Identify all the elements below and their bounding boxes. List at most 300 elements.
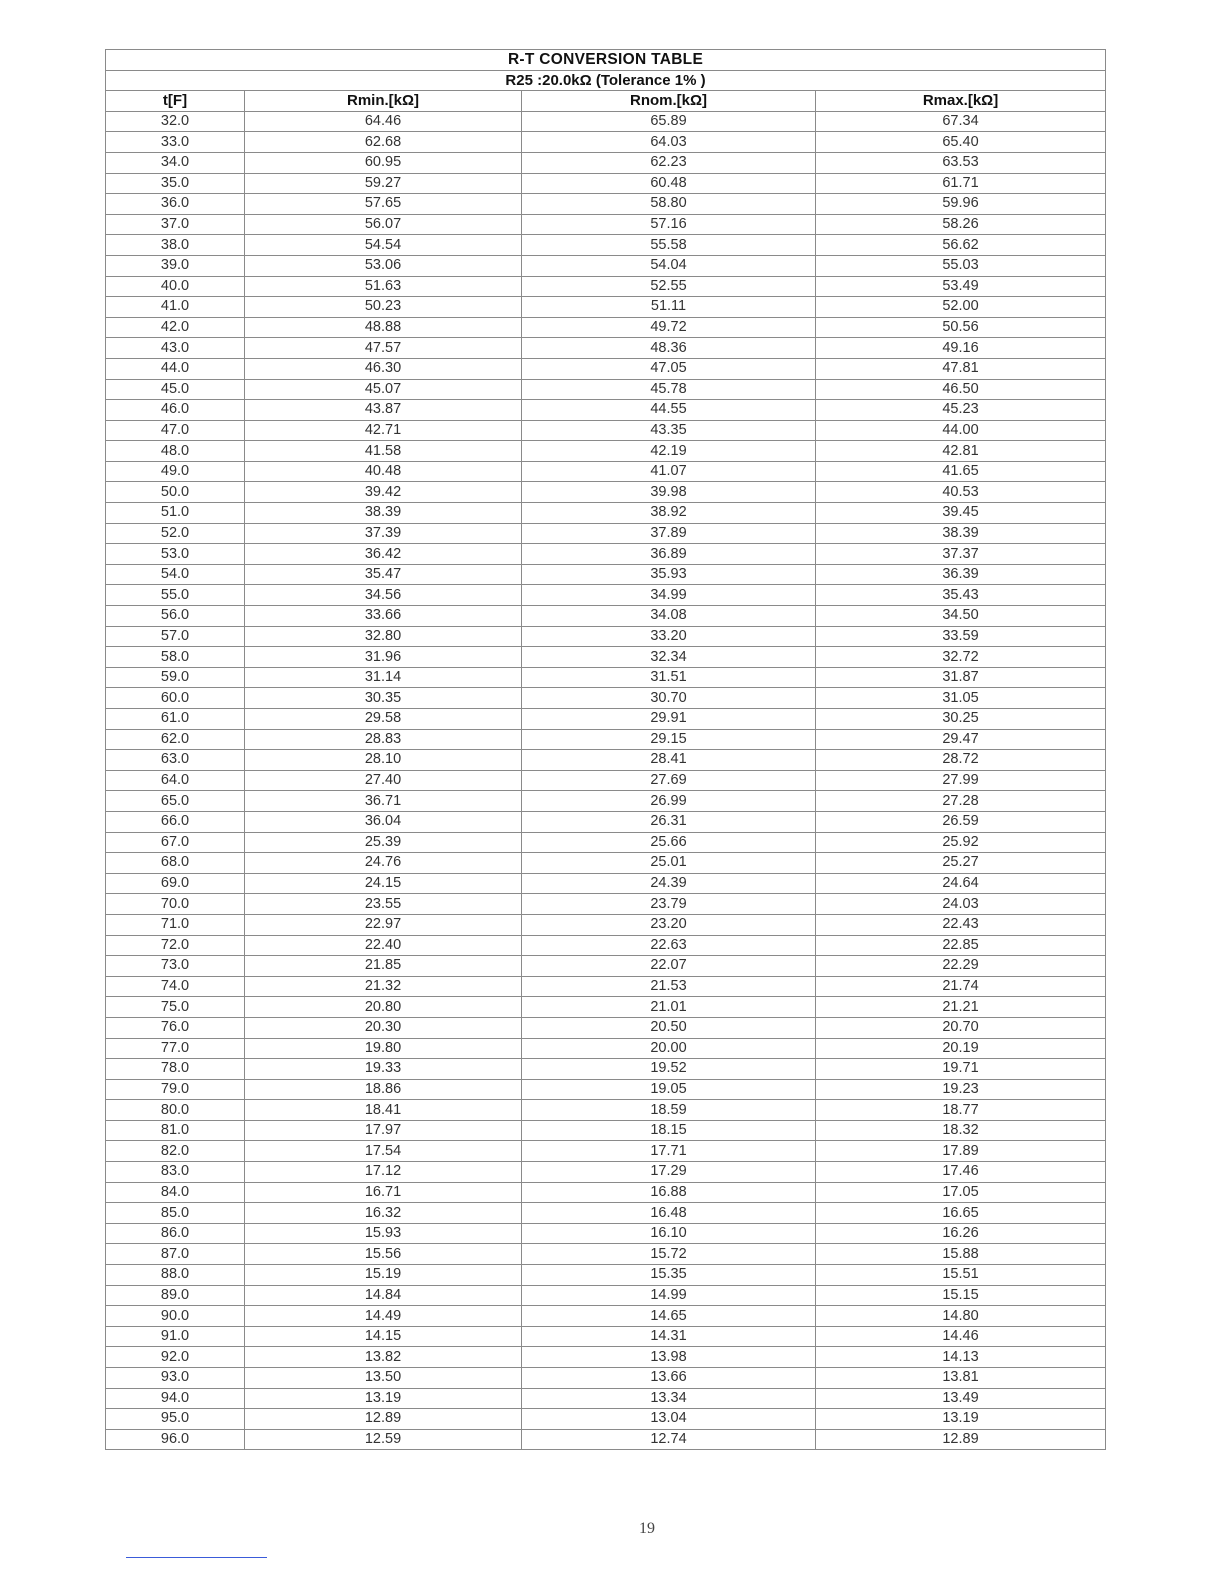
cell-rmax: 13.81 xyxy=(816,1368,1106,1389)
cell-rmax: 24.64 xyxy=(816,873,1106,894)
cell-temperature: 87.0 xyxy=(106,1244,245,1265)
cell-rnom: 31.51 xyxy=(522,667,816,688)
cell-temperature: 42.0 xyxy=(106,317,245,338)
table-row xyxy=(106,626,1106,647)
cell-rnom: 17.71 xyxy=(522,1141,816,1162)
cell-rmin: 18.41 xyxy=(245,1100,522,1121)
cell-rmax: 27.28 xyxy=(816,791,1106,812)
cell-rnom: 30.70 xyxy=(522,688,816,709)
cell-rnom: 29.91 xyxy=(522,709,816,730)
cell-rmin: 36.71 xyxy=(245,791,522,812)
table-row xyxy=(106,461,1106,482)
cell-rmin: 22.97 xyxy=(245,914,522,935)
table-row xyxy=(106,1141,1106,1162)
cell-rmax: 52.00 xyxy=(816,297,1106,318)
cell-rmax: 41.65 xyxy=(816,461,1106,482)
cell-rmin: 22.40 xyxy=(245,935,522,956)
cell-rnom: 17.29 xyxy=(522,1162,816,1183)
table-row xyxy=(106,544,1106,565)
cell-rmax: 28.72 xyxy=(816,750,1106,771)
cell-rmin: 15.19 xyxy=(245,1265,522,1286)
cell-temperature: 81.0 xyxy=(106,1120,245,1141)
cell-rmax: 47.81 xyxy=(816,358,1106,379)
cell-rmin: 39.42 xyxy=(245,482,522,503)
cell-rmax: 39.45 xyxy=(816,503,1106,524)
cell-temperature: 44.0 xyxy=(106,358,245,379)
cell-rmin: 32.80 xyxy=(245,626,522,647)
cell-temperature: 34.0 xyxy=(106,152,245,173)
cell-rnom: 57.16 xyxy=(522,214,816,235)
table-row xyxy=(106,647,1106,668)
cell-rmax: 21.74 xyxy=(816,976,1106,997)
table-row xyxy=(106,317,1106,338)
column-header-rnom: Rnom.[kΩ] xyxy=(522,91,816,112)
table-row xyxy=(106,770,1106,791)
cell-temperature: 76.0 xyxy=(106,1017,245,1038)
cell-rmin: 17.12 xyxy=(245,1162,522,1183)
cell-rmax: 16.65 xyxy=(816,1203,1106,1224)
cell-rmin: 62.68 xyxy=(245,132,522,153)
cell-rmin: 17.54 xyxy=(245,1141,522,1162)
cell-temperature: 93.0 xyxy=(106,1368,245,1389)
cell-rmax: 61.71 xyxy=(816,173,1106,194)
cell-rmax: 27.99 xyxy=(816,770,1106,791)
table-row xyxy=(106,1368,1106,1389)
cell-rmax: 16.26 xyxy=(816,1223,1106,1244)
cell-temperature: 72.0 xyxy=(106,935,245,956)
cell-temperature: 86.0 xyxy=(106,1223,245,1244)
table-title: R-T CONVERSION TABLE xyxy=(106,50,1106,71)
cell-rnom: 22.07 xyxy=(522,956,816,977)
cell-rmin: 36.04 xyxy=(245,811,522,832)
table-row xyxy=(106,235,1106,256)
cell-rmax: 34.50 xyxy=(816,606,1106,627)
cell-temperature: 60.0 xyxy=(106,688,245,709)
cell-rmax: 20.19 xyxy=(816,1038,1106,1059)
cell-rmin: 36.42 xyxy=(245,544,522,565)
table-row xyxy=(106,832,1106,853)
cell-temperature: 67.0 xyxy=(106,832,245,853)
cell-rmax: 50.56 xyxy=(816,317,1106,338)
footer-rule xyxy=(126,1557,267,1558)
table-row xyxy=(106,152,1106,173)
cell-rnom: 23.79 xyxy=(522,894,816,915)
cell-rnom: 14.99 xyxy=(522,1285,816,1306)
table-row xyxy=(106,503,1106,524)
cell-rmax: 24.03 xyxy=(816,894,1106,915)
cell-rmin: 19.80 xyxy=(245,1038,522,1059)
table-row xyxy=(106,1429,1106,1450)
table-row xyxy=(106,1265,1106,1286)
cell-rmax: 67.34 xyxy=(816,111,1106,132)
cell-temperature: 90.0 xyxy=(106,1306,245,1327)
cell-rmin: 16.32 xyxy=(245,1203,522,1224)
cell-rnom: 15.35 xyxy=(522,1265,816,1286)
cell-rnom: 47.05 xyxy=(522,358,816,379)
cell-rmin: 24.15 xyxy=(245,873,522,894)
cell-rmax: 53.49 xyxy=(816,276,1106,297)
table-body xyxy=(106,111,1106,1450)
cell-rmin: 13.19 xyxy=(245,1388,522,1409)
cell-temperature: 65.0 xyxy=(106,791,245,812)
cell-rnom: 22.63 xyxy=(522,935,816,956)
table-row xyxy=(106,1285,1106,1306)
table-row xyxy=(106,750,1106,771)
table-row xyxy=(106,585,1106,606)
table-row xyxy=(106,709,1106,730)
cell-temperature: 55.0 xyxy=(106,585,245,606)
cell-rnom: 49.72 xyxy=(522,317,816,338)
cell-rnom: 20.50 xyxy=(522,1017,816,1038)
cell-rmin: 15.93 xyxy=(245,1223,522,1244)
cell-rmax: 42.81 xyxy=(816,441,1106,462)
cell-rmax: 15.88 xyxy=(816,1244,1106,1265)
cell-temperature: 89.0 xyxy=(106,1285,245,1306)
cell-rmax: 46.50 xyxy=(816,379,1106,400)
cell-temperature: 84.0 xyxy=(106,1182,245,1203)
cell-rmax: 19.71 xyxy=(816,1059,1106,1080)
cell-rmin: 16.71 xyxy=(245,1182,522,1203)
cell-temperature: 43.0 xyxy=(106,338,245,359)
cell-temperature: 46.0 xyxy=(106,400,245,421)
table-row xyxy=(106,441,1106,462)
cell-rnom: 25.01 xyxy=(522,853,816,874)
cell-temperature: 41.0 xyxy=(106,297,245,318)
cell-temperature: 52.0 xyxy=(106,523,245,544)
table-row xyxy=(106,729,1106,750)
cell-rnom: 13.98 xyxy=(522,1347,816,1368)
column-header-rmax: Rmax.[kΩ] xyxy=(816,91,1106,112)
table-row xyxy=(106,1347,1106,1368)
table-row xyxy=(106,976,1106,997)
cell-rnom: 44.55 xyxy=(522,400,816,421)
cell-rmin: 38.39 xyxy=(245,503,522,524)
cell-rmax: 14.13 xyxy=(816,1347,1106,1368)
cell-rmin: 20.30 xyxy=(245,1017,522,1038)
cell-rmin: 13.50 xyxy=(245,1368,522,1389)
cell-rmax: 37.37 xyxy=(816,544,1106,565)
cell-rnom: 54.04 xyxy=(522,255,816,276)
page-number: 19 xyxy=(639,1520,655,1537)
column-header-rmin: Rmin.[kΩ] xyxy=(245,91,522,112)
cell-rmin: 40.48 xyxy=(245,461,522,482)
cell-rmax: 14.46 xyxy=(816,1326,1106,1347)
cell-rmax: 35.43 xyxy=(816,585,1106,606)
cell-rmax: 21.21 xyxy=(816,997,1106,1018)
table-row xyxy=(106,1388,1106,1409)
table-row xyxy=(106,1306,1106,1327)
cell-rmin: 15.56 xyxy=(245,1244,522,1265)
cell-rmin: 19.33 xyxy=(245,1059,522,1080)
cell-rnom: 19.52 xyxy=(522,1059,816,1080)
cell-rmax: 55.03 xyxy=(816,255,1106,276)
table-row xyxy=(106,873,1106,894)
cell-temperature: 64.0 xyxy=(106,770,245,791)
cell-temperature: 59.0 xyxy=(106,667,245,688)
cell-rmax: 38.39 xyxy=(816,523,1106,544)
cell-rnom: 16.88 xyxy=(522,1182,816,1203)
cell-rmin: 60.95 xyxy=(245,152,522,173)
cell-rnom: 58.80 xyxy=(522,194,816,215)
table-row xyxy=(106,379,1106,400)
cell-rmin: 25.39 xyxy=(245,832,522,853)
cell-rmax: 15.15 xyxy=(816,1285,1106,1306)
cell-temperature: 70.0 xyxy=(106,894,245,915)
cell-temperature: 57.0 xyxy=(106,626,245,647)
table-row xyxy=(106,853,1106,874)
cell-rnom: 13.66 xyxy=(522,1368,816,1389)
cell-temperature: 71.0 xyxy=(106,914,245,935)
cell-rnom: 64.03 xyxy=(522,132,816,153)
table-row xyxy=(106,173,1106,194)
cell-rmax: 32.72 xyxy=(816,647,1106,668)
table-row xyxy=(106,276,1106,297)
table-row xyxy=(106,523,1106,544)
cell-rnom: 28.41 xyxy=(522,750,816,771)
table-row xyxy=(106,338,1106,359)
cell-temperature: 49.0 xyxy=(106,461,245,482)
cell-rmax: 18.32 xyxy=(816,1120,1106,1141)
cell-rmax: 22.85 xyxy=(816,935,1106,956)
cell-rmin: 64.46 xyxy=(245,111,522,132)
cell-rmax: 29.47 xyxy=(816,729,1106,750)
cell-temperature: 68.0 xyxy=(106,853,245,874)
cell-temperature: 45.0 xyxy=(106,379,245,400)
table-row xyxy=(106,1059,1106,1080)
cell-rnom: 37.89 xyxy=(522,523,816,544)
table-row xyxy=(106,894,1106,915)
table-row xyxy=(106,956,1106,977)
table-row xyxy=(106,791,1106,812)
cell-rnom: 12.74 xyxy=(522,1429,816,1450)
table-row xyxy=(106,358,1106,379)
table-row xyxy=(106,1223,1106,1244)
cell-rnom: 13.04 xyxy=(522,1409,816,1430)
cell-rmin: 35.47 xyxy=(245,564,522,585)
cell-rmax: 44.00 xyxy=(816,420,1106,441)
cell-rmax: 45.23 xyxy=(816,400,1106,421)
cell-rmax: 26.59 xyxy=(816,811,1106,832)
cell-rnom: 14.31 xyxy=(522,1326,816,1347)
table-row xyxy=(106,1120,1106,1141)
cell-rnom: 34.08 xyxy=(522,606,816,627)
cell-temperature: 54.0 xyxy=(106,564,245,585)
cell-rnom: 35.93 xyxy=(522,564,816,585)
cell-rnom: 51.11 xyxy=(522,297,816,318)
cell-temperature: 40.0 xyxy=(106,276,245,297)
cell-temperature: 62.0 xyxy=(106,729,245,750)
table-row xyxy=(106,482,1106,503)
cell-rmin: 13.82 xyxy=(245,1347,522,1368)
table-row xyxy=(106,811,1106,832)
cell-temperature: 79.0 xyxy=(106,1079,245,1100)
cell-rmin: 37.39 xyxy=(245,523,522,544)
cell-rmax: 30.25 xyxy=(816,709,1106,730)
cell-rmax: 59.96 xyxy=(816,194,1106,215)
cell-temperature: 82.0 xyxy=(106,1141,245,1162)
cell-rmin: 29.58 xyxy=(245,709,522,730)
cell-rmax: 22.43 xyxy=(816,914,1106,935)
cell-rmin: 50.23 xyxy=(245,297,522,318)
column-header-temperature: t[F] xyxy=(106,91,245,112)
cell-rmax: 17.46 xyxy=(816,1162,1106,1183)
table-subtitle-row xyxy=(106,70,1106,91)
cell-rnom: 55.58 xyxy=(522,235,816,256)
cell-rnom: 33.20 xyxy=(522,626,816,647)
cell-rmin: 28.83 xyxy=(245,729,522,750)
cell-rnom: 15.72 xyxy=(522,1244,816,1265)
cell-rmin: 31.96 xyxy=(245,647,522,668)
cell-rmin: 57.65 xyxy=(245,194,522,215)
cell-rmin: 34.56 xyxy=(245,585,522,606)
table-row xyxy=(106,1100,1106,1121)
table-row xyxy=(106,194,1106,215)
cell-rmax: 20.70 xyxy=(816,1017,1106,1038)
cell-temperature: 83.0 xyxy=(106,1162,245,1183)
cell-rmax: 18.77 xyxy=(816,1100,1106,1121)
cell-rnom: 18.15 xyxy=(522,1120,816,1141)
cell-rnom: 26.99 xyxy=(522,791,816,812)
cell-rnom: 48.36 xyxy=(522,338,816,359)
cell-temperature: 32.0 xyxy=(106,111,245,132)
cell-temperature: 58.0 xyxy=(106,647,245,668)
table-row xyxy=(106,1244,1106,1265)
cell-rmax: 31.05 xyxy=(816,688,1106,709)
cell-rnom: 13.34 xyxy=(522,1388,816,1409)
cell-rmin: 56.07 xyxy=(245,214,522,235)
table-row xyxy=(106,297,1106,318)
cell-rmax: 36.39 xyxy=(816,564,1106,585)
cell-rmin: 48.88 xyxy=(245,317,522,338)
cell-temperature: 78.0 xyxy=(106,1059,245,1080)
cell-temperature: 75.0 xyxy=(106,997,245,1018)
cell-temperature: 66.0 xyxy=(106,811,245,832)
table-row xyxy=(106,688,1106,709)
cell-temperature: 56.0 xyxy=(106,606,245,627)
cell-rmin: 54.54 xyxy=(245,235,522,256)
table-row xyxy=(106,1326,1106,1347)
cell-rmin: 42.71 xyxy=(245,420,522,441)
table-row xyxy=(106,1182,1106,1203)
table-row xyxy=(106,1203,1106,1224)
cell-temperature: 94.0 xyxy=(106,1388,245,1409)
table-row xyxy=(106,132,1106,153)
cell-rmin: 31.14 xyxy=(245,667,522,688)
table-row xyxy=(106,214,1106,235)
cell-rnom: 26.31 xyxy=(522,811,816,832)
cell-rmax: 17.89 xyxy=(816,1141,1106,1162)
cell-rnom: 60.48 xyxy=(522,173,816,194)
table-row xyxy=(106,997,1106,1018)
table-row xyxy=(106,1409,1106,1430)
cell-rmax: 31.87 xyxy=(816,667,1106,688)
cell-rmax: 40.53 xyxy=(816,482,1106,503)
cell-rmin: 33.66 xyxy=(245,606,522,627)
cell-rnom: 14.65 xyxy=(522,1306,816,1327)
cell-rnom: 32.34 xyxy=(522,647,816,668)
cell-rmin: 41.58 xyxy=(245,441,522,462)
table-row xyxy=(106,667,1106,688)
cell-rnom: 34.99 xyxy=(522,585,816,606)
cell-rnom: 27.69 xyxy=(522,770,816,791)
cell-temperature: 77.0 xyxy=(106,1038,245,1059)
cell-temperature: 61.0 xyxy=(106,709,245,730)
cell-temperature: 91.0 xyxy=(106,1326,245,1347)
cell-rmin: 14.49 xyxy=(245,1306,522,1327)
cell-rnom: 16.48 xyxy=(522,1203,816,1224)
cell-rmin: 51.63 xyxy=(245,276,522,297)
cell-rmin: 53.06 xyxy=(245,255,522,276)
table-row xyxy=(106,1079,1106,1100)
cell-rmax: 25.92 xyxy=(816,832,1106,853)
cell-temperature: 80.0 xyxy=(106,1100,245,1121)
cell-temperature: 36.0 xyxy=(106,194,245,215)
cell-rnom: 65.89 xyxy=(522,111,816,132)
cell-rmax: 19.23 xyxy=(816,1079,1106,1100)
cell-temperature: 33.0 xyxy=(106,132,245,153)
cell-rmax: 49.16 xyxy=(816,338,1106,359)
cell-rnom: 41.07 xyxy=(522,461,816,482)
cell-rnom: 42.19 xyxy=(522,441,816,462)
cell-rnom: 52.55 xyxy=(522,276,816,297)
cell-temperature: 85.0 xyxy=(106,1203,245,1224)
cell-rmax: 56.62 xyxy=(816,235,1106,256)
table-row xyxy=(106,1038,1106,1059)
cell-rmin: 45.07 xyxy=(245,379,522,400)
cell-rmax: 15.51 xyxy=(816,1265,1106,1286)
cell-rmin: 28.10 xyxy=(245,750,522,771)
cell-rmin: 47.57 xyxy=(245,338,522,359)
cell-rnom: 24.39 xyxy=(522,873,816,894)
cell-rnom: 45.78 xyxy=(522,379,816,400)
cell-rmin: 21.32 xyxy=(245,976,522,997)
cell-rnom: 43.35 xyxy=(522,420,816,441)
cell-temperature: 73.0 xyxy=(106,956,245,977)
cell-rmin: 59.27 xyxy=(245,173,522,194)
table-row xyxy=(106,606,1106,627)
cell-rnom: 18.59 xyxy=(522,1100,816,1121)
cell-rmin: 14.84 xyxy=(245,1285,522,1306)
cell-rmax: 14.80 xyxy=(816,1306,1106,1327)
cell-temperature: 48.0 xyxy=(106,441,245,462)
cell-rmin: 24.76 xyxy=(245,853,522,874)
cell-rmin: 23.55 xyxy=(245,894,522,915)
cell-rnom: 20.00 xyxy=(522,1038,816,1059)
table-row xyxy=(106,935,1106,956)
table-subtitle: R25 :20.0kΩ (Tolerance 1% ) xyxy=(106,70,1106,91)
cell-rmin: 43.87 xyxy=(245,400,522,421)
cell-rmin: 17.97 xyxy=(245,1120,522,1141)
cell-rnom: 62.23 xyxy=(522,152,816,173)
cell-rmax: 13.19 xyxy=(816,1409,1106,1430)
cell-rmin: 46.30 xyxy=(245,358,522,379)
cell-temperature: 53.0 xyxy=(106,544,245,565)
cell-rmin: 20.80 xyxy=(245,997,522,1018)
cell-rnom: 21.53 xyxy=(522,976,816,997)
cell-temperature: 51.0 xyxy=(106,503,245,524)
cell-rnom: 36.89 xyxy=(522,544,816,565)
cell-temperature: 95.0 xyxy=(106,1409,245,1430)
table-row xyxy=(106,1017,1106,1038)
cell-temperature: 35.0 xyxy=(106,173,245,194)
cell-rmax: 22.29 xyxy=(816,956,1106,977)
cell-rnom: 16.10 xyxy=(522,1223,816,1244)
cell-rnom: 39.98 xyxy=(522,482,816,503)
cell-rmax: 12.89 xyxy=(816,1429,1106,1450)
cell-temperature: 69.0 xyxy=(106,873,245,894)
cell-temperature: 96.0 xyxy=(106,1429,245,1450)
cell-rmax: 65.40 xyxy=(816,132,1106,153)
